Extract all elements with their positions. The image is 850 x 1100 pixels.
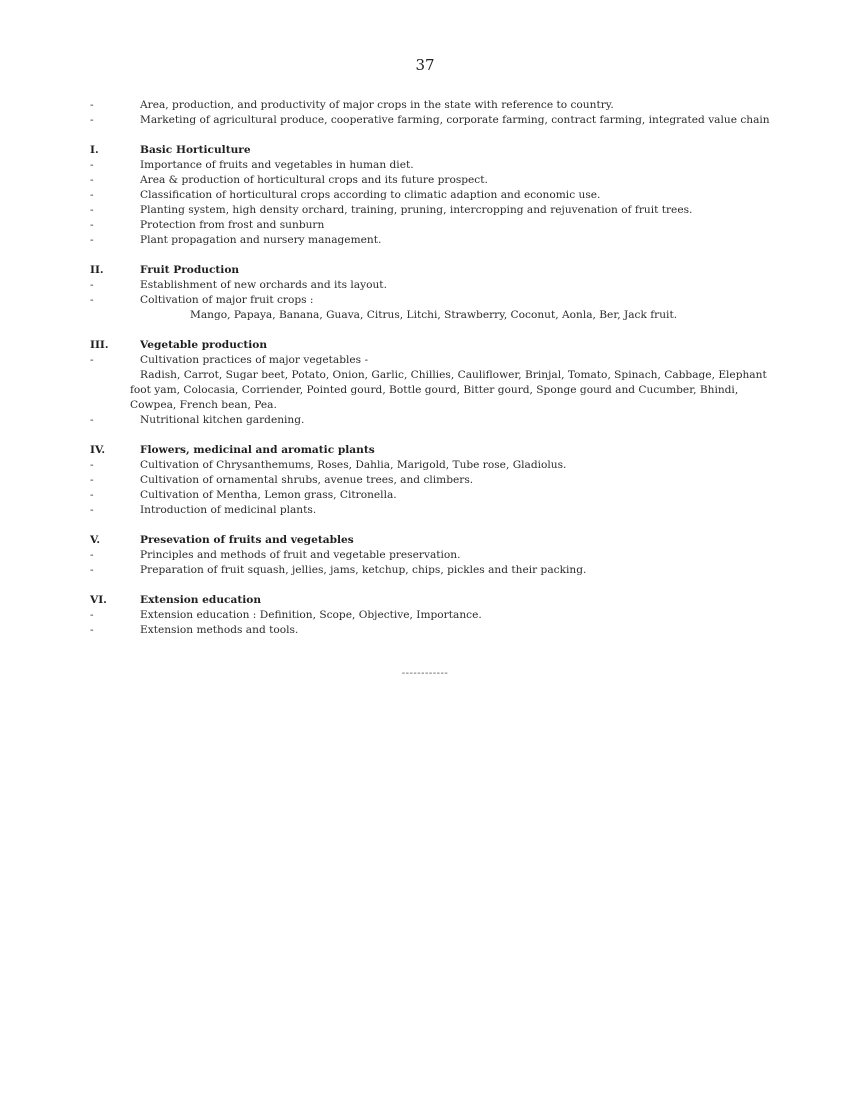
list-item <box>90 563 780 578</box>
list-item-text: Area, production, and productivity of major crops in the state with reference to country. <box>140 99 614 111</box>
syllabus-content <box>90 98 780 638</box>
section-numeral: II. <box>90 264 104 276</box>
list-item <box>90 458 780 473</box>
list-item-text: Protection from frost and sunburn <box>140 219 325 231</box>
list-item <box>90 188 780 203</box>
bullet-dash: - <box>90 294 94 306</box>
bullet-dash: - <box>90 564 94 576</box>
section-title: Vegetable production <box>140 339 268 351</box>
bullet-dash: - <box>90 234 94 246</box>
list-item <box>90 113 780 128</box>
section-numeral: III. <box>90 339 109 351</box>
bullet-dash: - <box>90 114 94 126</box>
list-item-text: Classification of horticultural crops according to climatic adaption and economic use. <box>140 189 601 201</box>
list-item-text: Planting system, high density orchard, training, pruning, intercropping and rejuvenation of fruit trees. <box>140 204 693 216</box>
section-numeral: I. <box>90 144 99 156</box>
list-item-text: Principles and methods of fruit and vegetable preservation. <box>140 549 461 561</box>
bullet-dash: - <box>90 504 94 516</box>
list-item-text: Cultivation of Mentha, Lemon grass, Citronella. <box>140 489 397 501</box>
list-item <box>90 353 780 368</box>
bullet-dash: - <box>90 174 94 186</box>
list-item-text: Plant propagation and nursery management. <box>140 234 382 246</box>
list-item-text: Extension education : Definition, Scope, Objective, Importance. <box>140 609 482 621</box>
list-item <box>90 293 780 308</box>
section-numeral: IV. <box>90 444 106 456</box>
list-item <box>90 98 780 113</box>
section-title: Flowers, medicinal and aromatic plants <box>140 444 375 456</box>
fruit-crops-text: Mango, Papaya, Banana, Guava, Citrus, Litchi, Strawberry, Coconut, Aonla, Ber, Jack fruit. <box>190 309 678 321</box>
bullet-dash: - <box>90 279 94 291</box>
list-item-text: Coltivation of major fruit crops : <box>140 294 314 306</box>
bullet-dash: - <box>90 624 94 636</box>
list-item <box>90 203 780 218</box>
list-item <box>90 608 780 623</box>
section-heading <box>90 443 780 458</box>
list-item <box>90 413 780 428</box>
list-item <box>90 548 780 563</box>
section-title: Basic Horticulture <box>140 144 251 156</box>
list-item <box>90 503 780 518</box>
list-item-text: Preparation of fruit squash, jellies, jams, ketchup, chips, pickles and their packing. <box>140 564 587 576</box>
section-numeral: V. <box>90 534 101 546</box>
list-item-text: Cultivation practices of major vegetables - <box>140 354 369 366</box>
list-item <box>90 488 780 503</box>
section-heading <box>90 143 780 158</box>
list-item <box>90 473 780 488</box>
section-heading <box>90 593 780 608</box>
bullet-dash: - <box>90 189 94 201</box>
list-item-text: Establishment of new orchards and its layout. <box>140 279 387 291</box>
list-item-text: Cultivation of Chrysanthemums, Roses, Dahlia, Marigold, Tube rose, Gladiolus. <box>140 459 567 471</box>
bullet-dash: - <box>90 414 94 426</box>
list-item-text: Extension methods and tools. <box>140 624 299 636</box>
bullet-dash: - <box>90 474 94 486</box>
end-of-page-rule: ------------ <box>401 668 449 679</box>
bullet-dash: - <box>90 489 94 501</box>
section-heading <box>90 263 780 278</box>
page-number: 37 <box>415 56 435 74</box>
bullet-dash: - <box>90 204 94 216</box>
bullet-dash: - <box>90 99 94 111</box>
bullet-dash: - <box>90 159 94 171</box>
section-title: Presevation of fruits and vegetables <box>140 534 354 546</box>
bullet-dash: - <box>90 459 94 471</box>
vegetable-list-paragraph: Radish, Carrot, Sugar beet, Potato, Onion, Garlic, Chillies, Cauliflower, Brinjal, Tomato, Spinach, Cabbage, Elephant foot yam, Colocasia, Corriender, Pointed gourd, Bottle gourd, Bitter gourd, Sponge gourd and Cucumber, Bhindi, Cowpea, French bean, Pea. <box>130 369 767 411</box>
list-item <box>90 623 780 638</box>
list-item-text: Area & production of horticultural crops and its future prospect. <box>140 174 488 186</box>
list-item-text: Nutritional kitchen gardening. <box>140 414 305 426</box>
list-item <box>90 218 780 233</box>
list-item-text: Cultivation of ornamental shrubs, avenue trees, and climbers. <box>140 474 474 486</box>
list-item <box>90 158 780 173</box>
section-title: Extension education <box>140 594 262 606</box>
list-item <box>90 173 780 188</box>
list-item <box>90 278 780 293</box>
section-numeral: VI. <box>90 594 107 606</box>
bullet-dash: - <box>90 609 94 621</box>
section-heading <box>90 533 780 548</box>
bullet-dash: - <box>90 354 94 366</box>
list-item-text: Introduction of medicinal plants. <box>140 504 317 516</box>
section-heading <box>90 338 780 353</box>
list-item-text: Importance of fruits and vegetables in human diet. <box>140 159 414 171</box>
list-item-text: Marketing of agricultural produce, cooperative farming, corporate farming, contract farming, integrated value chain <box>140 114 770 126</box>
fruit-crops-list <box>90 308 780 323</box>
bullet-dash: - <box>90 549 94 561</box>
section-title: Fruit Production <box>140 264 240 276</box>
bullet-dash: - <box>90 219 94 231</box>
list-item <box>90 233 780 248</box>
